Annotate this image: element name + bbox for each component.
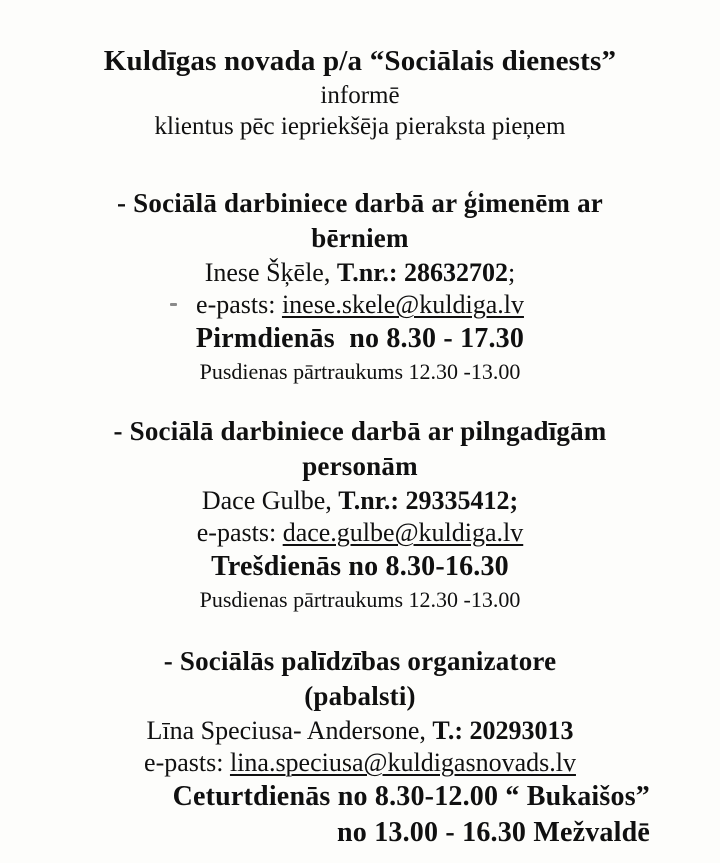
contact-line — [0, 714, 720, 747]
lunch-break-line: Pusdienas pārtraukums 12.30 -13.00 — [199, 587, 521, 612]
section-heading-line2: bērniem — [311, 223, 409, 253]
document-header — [0, 0, 720, 142]
section-families-with-children — [0, 186, 720, 386]
email-label: e-pasts: — [196, 290, 282, 319]
email-line — [0, 747, 720, 779]
schedule-line2: no 13.00 - 16.30 Mežvaldē — [337, 817, 650, 848]
email-label: e-pasts: — [144, 748, 230, 777]
section-heading — [0, 644, 720, 714]
contact-line — [0, 484, 720, 517]
contact-phone: T.nr.: 28632702 — [336, 258, 509, 287]
document-title: Kuldīgas novada p/a “Sociālais dienests” — [103, 45, 617, 77]
email-address: inese.skele@kuldiga.lv — [281, 290, 524, 319]
email-line — [0, 289, 720, 321]
email-address: dace.gulbe@kuldiga.lv — [282, 518, 524, 547]
section-heading — [0, 414, 720, 484]
contact-phone: T.nr.: 29335412; — [338, 486, 519, 515]
section-heading-line2: (pabalsti) — [304, 681, 416, 711]
document-subtitle-informs: informē — [320, 82, 400, 109]
schedule-line1: Ceturtdienās no 8.30-12.00 “ Bukaišos” — [172, 781, 650, 812]
section-adult-persons — [0, 414, 720, 614]
schedule-block — [0, 779, 720, 851]
email-address: lina.speciusa@kuldigasnovads.lv — [229, 748, 576, 777]
contact-name: Inese Šķēle, — [204, 258, 337, 287]
section-heading-line1: - Sociālā darbiniece darbā ar pilngadīgām — [113, 416, 607, 446]
contact-name: Dace Gulbe, — [201, 486, 339, 515]
contact-phone: T.: 20293013 — [432, 716, 574, 745]
schedule-line: Trešdienās no 8.30-16.30 — [211, 551, 509, 582]
section-heading — [0, 186, 720, 256]
email-line — [0, 517, 720, 549]
contact-suffix: ; — [508, 258, 516, 287]
section-heading-line2: personām — [302, 451, 418, 481]
scan-artifact-mark — [170, 303, 177, 306]
section-heading-line1: - Sociālā darbiniece darbā ar ģimenēm ar — [117, 188, 603, 218]
contact-line — [0, 256, 720, 289]
schedule-line: Pirmdienās no 8.30 - 17.30 — [195, 323, 525, 354]
lunch-break-line: Pusdienas pārtraukums 12.30 -13.00 — [199, 359, 521, 384]
document-subtitle-note: klientus pēc iepriekšēja pieraksta pieņem — [154, 113, 566, 140]
email-label: e-pasts: — [196, 518, 283, 547]
section-benefits-organizer — [0, 644, 720, 851]
section-heading-line1: - Sociālās palīdzības organizatore — [163, 646, 557, 676]
contact-name: Līna Speciusa- Andersone, — [146, 716, 433, 745]
